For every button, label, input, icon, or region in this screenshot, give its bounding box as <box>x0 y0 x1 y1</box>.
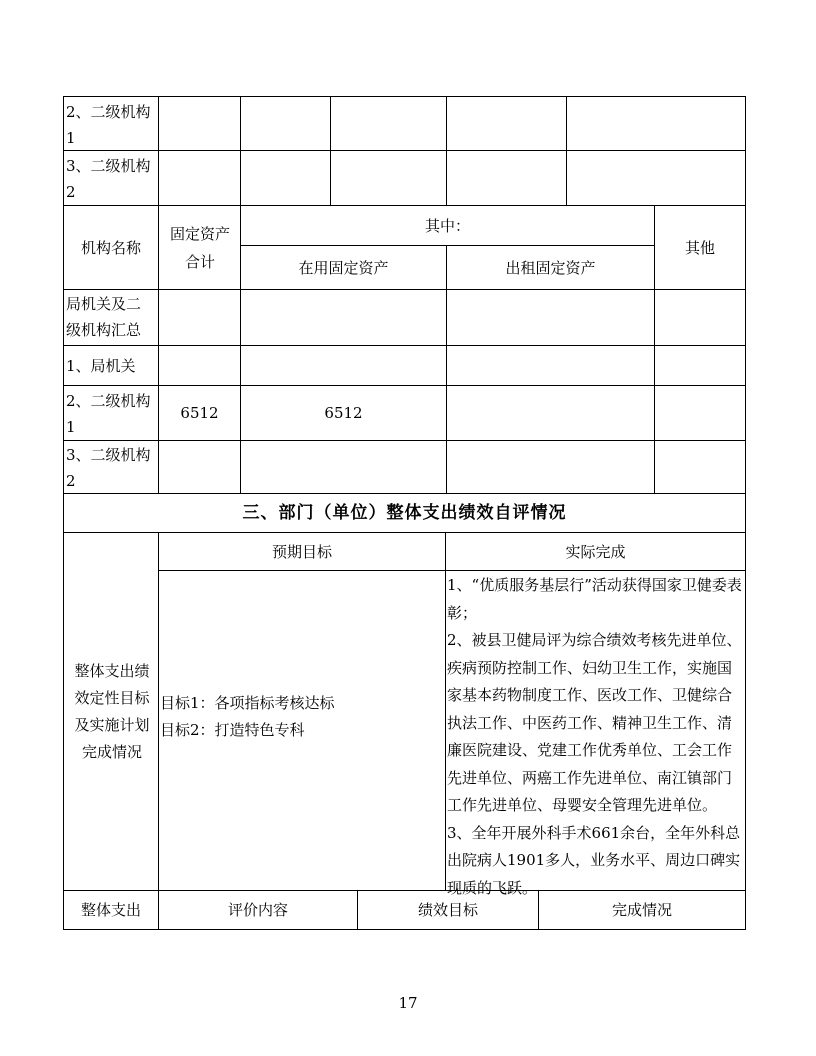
org-name-cell: 3、二级机构2 <box>66 446 151 490</box>
grid-line <box>745 96 746 930</box>
org-name-cell: 局机关及二级机构汇总 <box>66 295 142 339</box>
header-in-use: 在用固定资产 <box>298 258 389 277</box>
grid-line <box>63 96 746 97</box>
expected-target-header: 预期目标 <box>271 542 332 561</box>
header-other: 其他 <box>684 238 715 257</box>
header-fixed-total: 固定资产合计 <box>169 224 230 271</box>
grid-line <box>158 532 159 929</box>
grid-line <box>63 440 746 441</box>
overall-expense-label: 整体支出 <box>80 901 141 919</box>
org-name-cell: 3、二级机构2 <box>66 157 151 201</box>
org-name-cell: 2、二级机构1 <box>66 392 151 436</box>
grid-line <box>63 929 746 930</box>
header-of-which: 其中： <box>424 216 470 235</box>
header-org-name: 机构名称 <box>80 238 141 257</box>
grid-line <box>158 205 159 493</box>
target-item: 目标2：打造特色专科 <box>160 721 305 739</box>
actual-item: 3、全年开展外科手术661余台，全年外科总出院病人1901多人，业务水平、周边口碑实现质的飞跃。 <box>447 823 741 897</box>
grid-line <box>63 289 746 290</box>
row-label: 整体支出绩效定性目标及实施计划完成情况 <box>74 662 150 761</box>
completion-header: 完成情况 <box>611 901 672 919</box>
grid-line <box>158 96 159 205</box>
grid-line <box>63 150 746 151</box>
page-number: 17 <box>398 994 418 1012</box>
grid-line <box>330 96 331 205</box>
actual-list <box>445 570 745 897</box>
target-list <box>160 690 444 746</box>
eval-content-header: 评价内容 <box>227 901 288 919</box>
org-name-cell: 1、局机关 <box>66 357 136 375</box>
grid-line <box>240 96 241 205</box>
header-rented: 出租固定资产 <box>505 258 596 277</box>
grid-line <box>566 96 567 205</box>
in-use-value: 6512 <box>324 404 363 422</box>
target-item: 目标1：各项指标考核达标 <box>160 694 335 712</box>
actual-item: 2、被县卫健局评为综合绩效考核先进单位、疾病预防控制工作、妇幼卫生工作，实施国家基本药物制度工作、医改工作、卫健综合执法工作、中医药工作、精神卫生工作、清廉医院建设、党建工作优秀单位、工会工作先进单位、两癌工作先进单位、南江镇部门工作先进单位、母婴安全管理先进单位。 <box>447 631 742 814</box>
org-name-cell: 2、二级机构1 <box>66 103 151 147</box>
grid-line <box>446 96 447 205</box>
perf-target-header: 绩效目标 <box>417 901 478 919</box>
grid-line <box>63 345 746 346</box>
section-title: 三、部门（单位）整体支出绩效自评情况 <box>242 503 567 523</box>
fixed-total-value: 6512 <box>180 404 219 422</box>
actual-item: 1、“优质服务基层行”活动获得国家卫健委表彰； <box>447 576 742 622</box>
actual-completion-header: 实际完成 <box>565 542 626 561</box>
